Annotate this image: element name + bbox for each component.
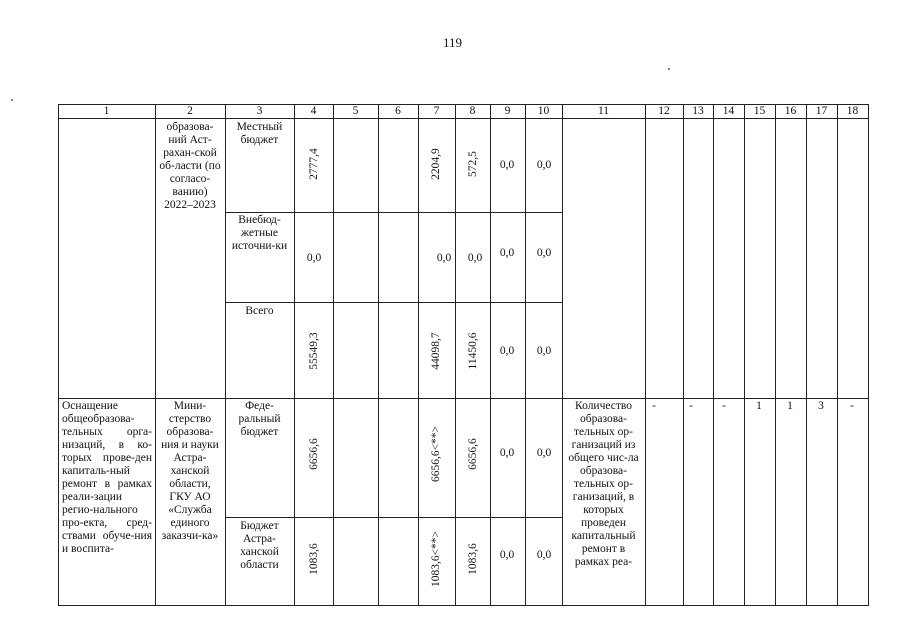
col-header: 18 (846, 105, 859, 117)
value-col8: 11450,6 (467, 332, 479, 370)
funding-source: Бюджет Астра-ханской области (240, 520, 279, 571)
value-col8: 0,0 (467, 252, 483, 264)
col-header: 4 (310, 105, 317, 117)
scan-speck (668, 68, 670, 70)
budget-table (58, 104, 869, 606)
col-header: 2 (187, 105, 193, 117)
funding-source: Всего (245, 305, 274, 317)
funding-source: Внебюд-жетные источни-ки (231, 214, 288, 252)
value-col10: 0,0 (536, 247, 552, 259)
value-col17: 3 (818, 400, 824, 412)
col-header: 10 (537, 105, 550, 117)
value-col9: 0,0 (499, 159, 515, 171)
col-header: 8 (469, 105, 476, 117)
value-col4: 0,0 (306, 252, 322, 264)
value-col14: - (722, 400, 726, 412)
value-col9: 0,0 (499, 247, 515, 259)
col-header: 13 (692, 105, 704, 117)
col-header: 15 (753, 105, 766, 117)
value-col16: 1 (787, 400, 793, 412)
col-header: 17 (815, 105, 828, 117)
value-col10: 0,0 (536, 345, 552, 357)
value-col15: 1 (756, 400, 762, 412)
col-header: 6 (395, 105, 401, 117)
executor-cell: Мини-стерство образова-ния и науки Астра-ханской области, ГКУ АО «Служба единого заказчи-ка» (161, 400, 219, 542)
col-header: 7 (433, 105, 440, 117)
value-col4: 1083,6 (308, 543, 320, 575)
value-col4: 55549,3 (308, 332, 320, 370)
col-header: 5 (352, 105, 359, 117)
value-col8: 6656,6 (467, 438, 479, 470)
col-header: 14 (722, 105, 735, 117)
value-col7: 2204,9 (430, 148, 442, 180)
value-col7: 0,0 (436, 252, 452, 264)
col-header: 16 (784, 105, 797, 117)
value-col9: 0,0 (499, 345, 515, 357)
funding-source: Феде-ральный бюджет (238, 400, 281, 438)
indicator-name: Количество образова-тельных ор-ганизаций из общего чис-ла образова-тельных ор-ганизаций, в которых проведен капитальный ремонт в рамках реа- (568, 400, 639, 568)
value-col4: 2777,4 (308, 148, 320, 180)
value-col10: 0,0 (536, 549, 552, 561)
col-header: 1 (103, 105, 110, 117)
col-header: 3 (256, 105, 263, 117)
value-col13: - (689, 400, 693, 412)
page-number: 119 (442, 35, 463, 50)
value-col4: 6656,6 (308, 438, 320, 470)
value-col7: 44098,7 (430, 332, 442, 370)
executor-cell: образова-ний Аст-рахан-ской об-ласти (по согласо-ванию) 2022–2023 (159, 121, 221, 211)
value-col8: 1083,6 (467, 543, 479, 575)
value-col7: 6656,6<**> (430, 425, 442, 483)
value-col10: 0,0 (536, 447, 552, 459)
value-col10: 0,0 (536, 159, 552, 171)
funding-source: Местный бюджет (236, 121, 283, 146)
value-col18: - (850, 400, 854, 412)
col-header: 9 (504, 105, 511, 117)
value-col8: 572,5 (467, 151, 479, 177)
value-col9: 0,0 (499, 549, 515, 561)
value-col7: 1083,6<**> (430, 530, 442, 588)
value-col9: 0,0 (499, 447, 515, 459)
col-header: 12 (658, 105, 670, 117)
value-col12: - (652, 400, 656, 412)
measure-name: Оснащение общеобразова-тельных орга-низаций, в ко-торых прове-ден капиталь-ный ремонт в рамках реали-зации регио-нального про-екта, сред-ствами обуче-ния и воспита- (62, 400, 152, 555)
scan-speck (11, 99, 13, 101)
col-header: 11 (597, 105, 610, 117)
